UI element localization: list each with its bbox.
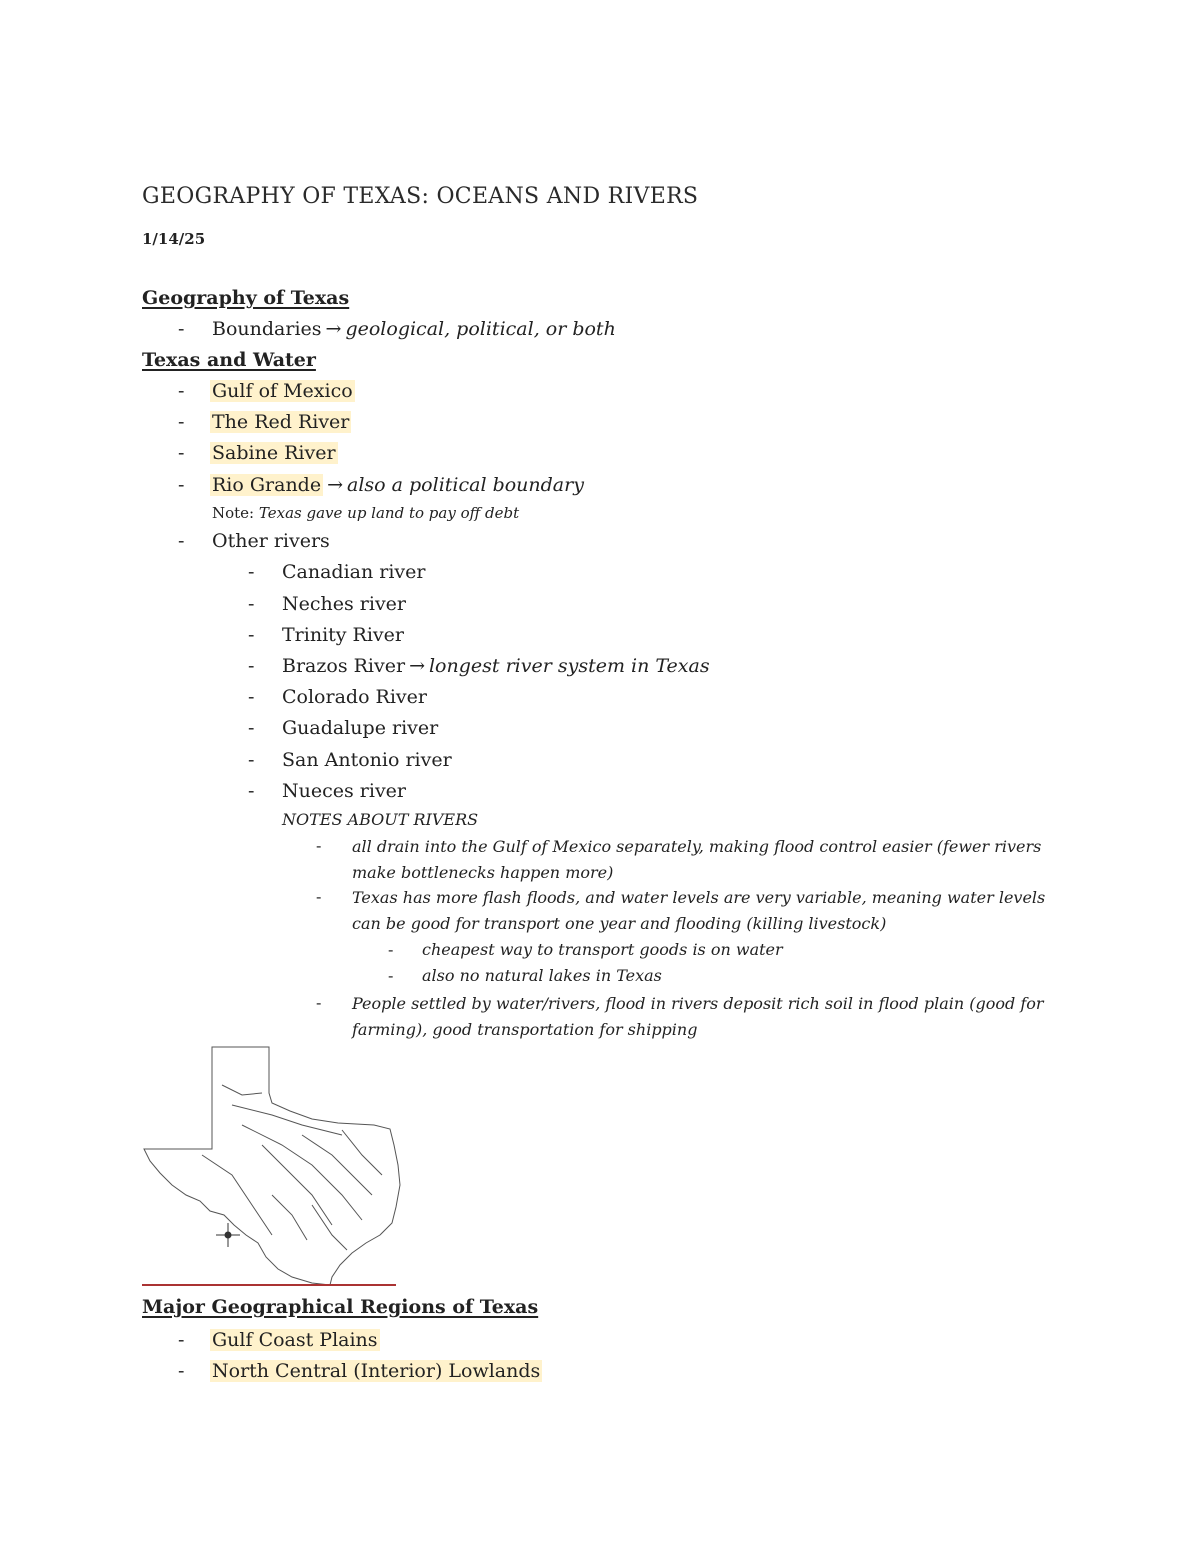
notes-about-rivers-heading: NOTES ABOUT RIVERS [282,810,479,829]
boundaries-note: geological, political, or both [345,318,616,340]
list-item: - The Red River [178,411,350,433]
river-canadian: Canadian river [282,561,426,583]
boundaries-label: Boundaries [212,318,322,340]
river-line [312,1205,347,1250]
bullet-dash: - [178,318,185,340]
river-line [262,1145,332,1225]
river-nueces: Nueces river [282,780,407,802]
water-item-red-river: The Red River [212,411,350,433]
texas-outline [144,1047,400,1285]
note-dash: - [316,993,322,1012]
note-label: Note: [212,504,255,522]
arrow-icon: → [325,318,342,340]
river-item: - Canadian river [248,561,426,583]
river-note-3: People settled by water/rivers, flood in rivers deposit rich soil in flood plain (good for farming), good transportation for shipping [352,994,1044,1039]
list-item: - Rio Grande → also a political boundary [178,474,584,496]
river-subnote-2: also no natural lakes in Texas [422,966,662,985]
river-item: - Colorado River [248,686,427,708]
page-title: GEOGRAPHY OF TEXAS: OCEANS AND RIVERS [142,184,699,209]
river-item: - San Antonio river [248,749,452,771]
rio-grande-note: also a political boundary [347,474,584,496]
river-line [222,1085,262,1095]
note-dash: - [316,887,322,906]
region-gulf-coast-plains: Gulf Coast Plains [212,1329,378,1351]
note-dash: - [316,836,322,855]
texas-map-image [142,1045,402,1287]
note-line [212,504,519,522]
brazos-note: longest river system in Texas [428,655,710,677]
list-item: - Sabine River [178,442,336,464]
list-item: - Gulf of Mexico [178,380,353,402]
list-item: - Other rivers [178,530,330,552]
river-line [202,1155,272,1235]
list-item: - North Central (Interior) Lowlands [178,1360,541,1382]
water-item-gulf-of-mexico: Gulf of Mexico [212,380,353,402]
list-item [178,318,616,340]
river-neches: Neches river [282,593,407,615]
heading-geography-of-texas: Geography of Texas [142,287,350,309]
river-trinity: Trinity River [282,624,404,646]
river-item: - Trinity River [248,624,404,646]
water-item-rio-grande: Rio Grande [212,474,322,496]
river-line [342,1130,382,1175]
subnote-dash: - [388,940,394,959]
note-text: Texas gave up land to pay off debt [258,504,520,522]
river-item: - Brazos River → longest river system in Texas [248,655,710,677]
river-san-antonio: San Antonio river [282,749,452,771]
river-brazos: Brazos River [282,655,406,677]
river-line [242,1125,362,1220]
arrow-icon: → [409,655,425,677]
heading-texas-and-water: Texas and Water [142,349,316,371]
water-item-sabine-river: Sabine River [212,442,336,464]
list-item: - Gulf Coast Plains [178,1329,378,1351]
river-note-2: Texas has more flash floods, and water levels are very variable, meaning water levels can be good for transport one year and flooding (killing livestock) [352,888,1046,933]
river-item: - Nueces river [248,780,407,802]
river-note-1: all drain into the Gulf of Mexico separately, making flood control easier (fewer rivers make bottlenecks happen more) [352,837,1042,882]
river-subnote-1: cheapest way to transport goods is on water [422,940,783,959]
river-colorado: Colorado River [282,686,427,708]
river-item: - Guadalupe river [248,717,439,739]
river-guadalupe: Guadalupe river [282,717,439,739]
region-north-central-lowlands: North Central (Interior) Lowlands [212,1360,541,1382]
arrow-icon: → [327,474,344,496]
heading-major-geographical-regions: Major Geographical Regions of Texas [142,1296,539,1318]
river-line [272,1195,307,1240]
river-item: - Neches river [248,593,407,615]
other-rivers-label: Other rivers [212,530,330,552]
date: 1/14/25 [142,230,206,248]
subnote-dash: - [388,966,394,985]
